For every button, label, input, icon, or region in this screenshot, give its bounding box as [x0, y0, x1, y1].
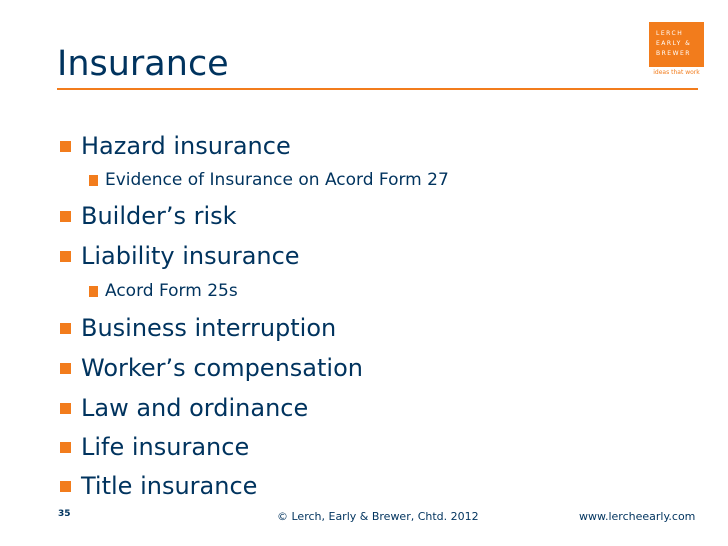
logo-tagline: ideas that work: [653, 69, 700, 76]
bullet-item: [60, 472, 257, 500]
bullet-text: Worker’s compensation: [81, 354, 363, 382]
bullet-item: [60, 202, 237, 230]
sub-bullet-item: [89, 281, 238, 301]
bullet-marker-icon: [60, 481, 71, 492]
bullet-text: Hazard insurance: [81, 132, 291, 160]
sub-bullet-text: Acord Form 25s: [105, 281, 238, 301]
bullet-text: Title insurance: [81, 472, 258, 500]
footer-copyright: © Lerch, Early & Brewer, Chtd. 2012: [277, 510, 479, 523]
bullet-text: Life insurance: [81, 433, 250, 461]
bullet-marker-icon: [60, 363, 71, 374]
bullet-item: [60, 242, 300, 270]
bullet-text: Business interruption: [81, 314, 337, 342]
bullet-item: [60, 394, 308, 422]
title-divider: [57, 88, 698, 90]
logo-line-1: LERCH: [656, 30, 684, 37]
bullet-marker-icon: [60, 251, 71, 262]
bullet-marker-icon: [60, 323, 71, 334]
logo-line-3: BREWER: [656, 50, 691, 57]
bullet-marker-icon: [60, 211, 71, 222]
bullet-item: [60, 132, 291, 160]
bullet-item: [60, 433, 249, 461]
sub-bullet-item: [89, 170, 449, 190]
bullet-marker-icon: [60, 141, 71, 152]
sub-bullet-marker-icon: [89, 175, 98, 186]
logo-line-2: EARLY &: [656, 40, 692, 47]
slide-title: Insurance: [57, 44, 229, 84]
sub-bullet-text: Evidence of Insurance on Acord Form 27: [105, 170, 449, 190]
bullet-item: [60, 314, 336, 342]
bullet-text: Builder’s risk: [81, 202, 237, 230]
footer-website: www.lercheearly.com: [579, 510, 696, 523]
sub-bullet-marker-icon: [89, 286, 98, 297]
logo-box: [649, 22, 704, 67]
bullet-item: [60, 354, 363, 382]
bullet-text: Law and ordinance: [81, 394, 309, 422]
slide-number: 35: [58, 509, 71, 519]
company-logo: [649, 22, 704, 81]
bullet-marker-icon: [60, 403, 71, 414]
bullet-marker-icon: [60, 442, 71, 453]
bullet-text: Liability insurance: [81, 242, 300, 270]
